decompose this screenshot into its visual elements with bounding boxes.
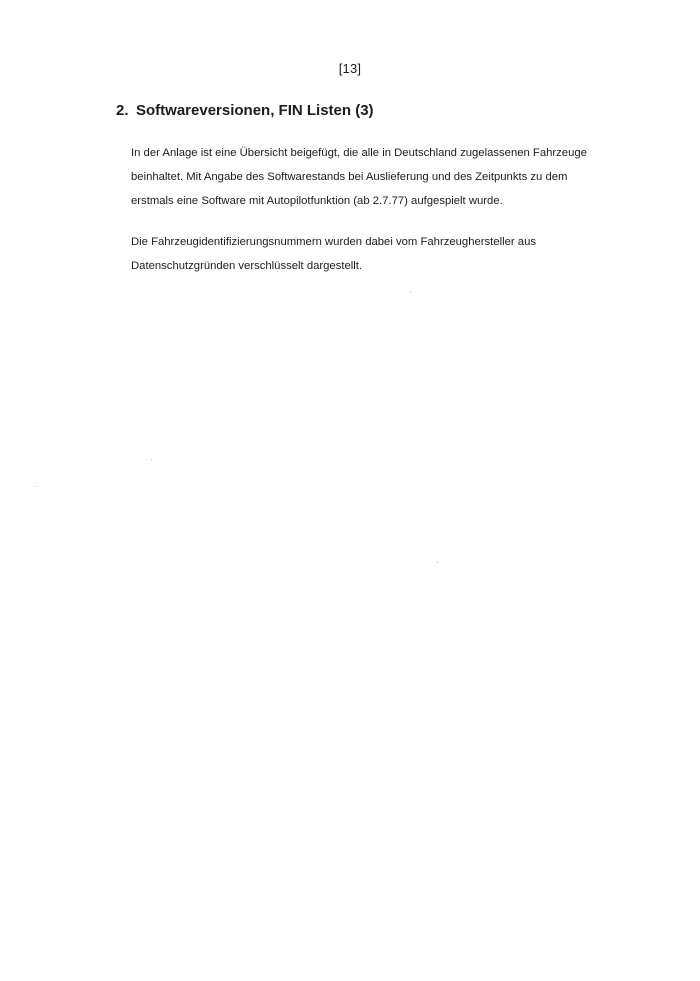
- scan-speck: [437, 562, 438, 563]
- paragraph-line: Datenschutzgründen verschlüsselt dargestellt.: [131, 260, 363, 272]
- paragraph-line: In der Anlage ist eine Übersicht beigefügt, die alle in Deutschland zugelassenen Fahrzeuge: [131, 147, 587, 159]
- paragraph-line: Die Fahrzeugidentifizierungsnummern wurden dabei vom Fahrzeughersteller aus: [131, 236, 537, 248]
- paragraph-encryption: [131, 230, 611, 278]
- section-title: Softwareversionen, FIN Listen (3): [136, 102, 374, 119]
- paragraph-line: erstmals eine Software mit Autopilotfunktion (ab 2.7.77) aufgespielt wurde.: [131, 195, 503, 207]
- scan-speck: [151, 459, 152, 460]
- section-heading: [116, 102, 374, 119]
- scan-speck: [36, 486, 37, 487]
- section-number: 2.: [116, 102, 129, 119]
- paragraph-overview: [131, 141, 611, 213]
- scan-speck: [410, 292, 411, 293]
- paragraph-line: beinhaltet. Mit Angabe des Softwarestands bei Auslieferung und des Zeitpunkts zu dem: [131, 171, 568, 183]
- page-number: [13]: [338, 61, 362, 76]
